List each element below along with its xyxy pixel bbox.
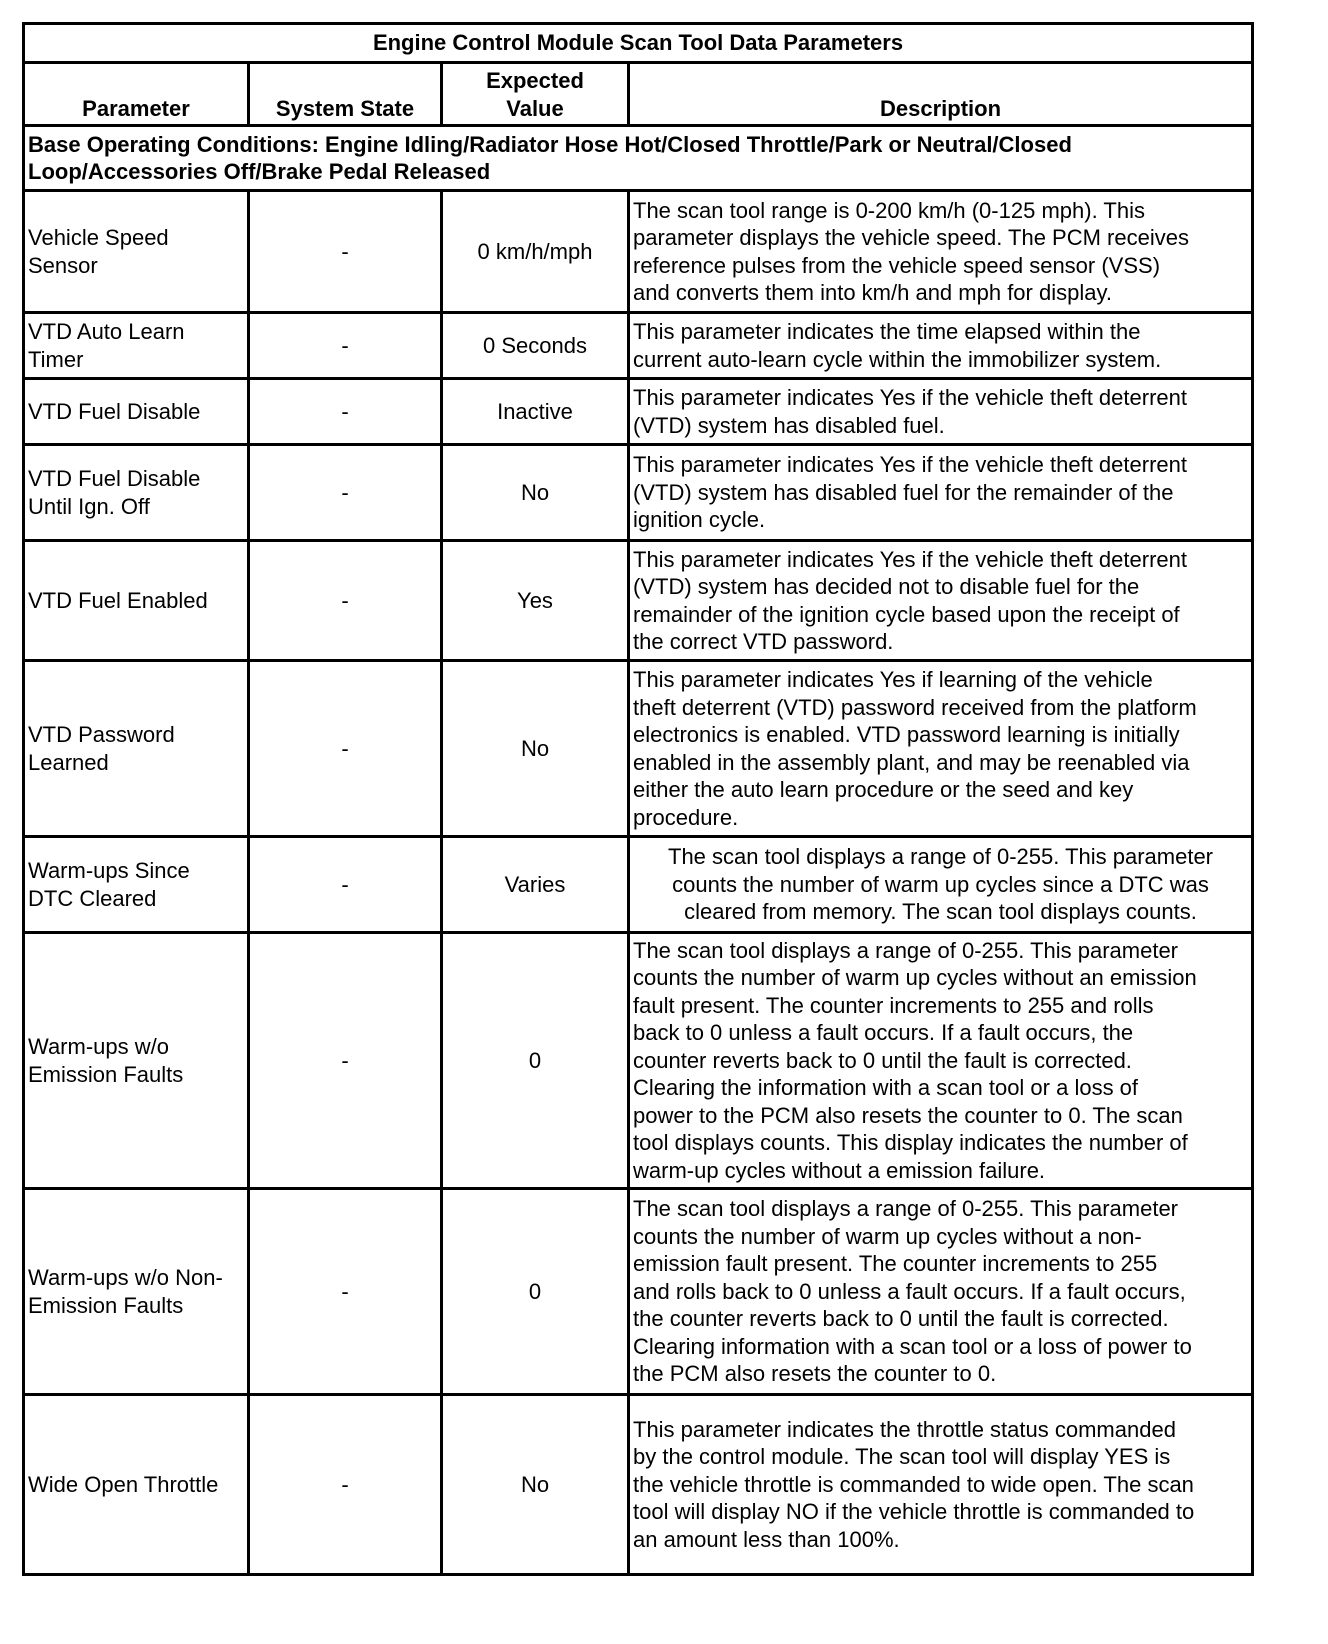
header-system-state: System State (249, 63, 442, 126)
parameter-cell: Warm-ups w/o Emission Faults (24, 933, 249, 1189)
parameter-cell: Warm-ups w/o Non- Emission Faults (24, 1189, 249, 1395)
system-state-cell: - (249, 837, 442, 933)
expected-value-cell: 0 (442, 1189, 629, 1395)
description-cell: This parameter indicates the time elapsed within the current auto-learn cycle within the immobilizer system. (629, 313, 1253, 379)
parameter-cell: VTD Fuel Enabled (24, 541, 249, 661)
parameter-cell: VTD Password Learned (24, 661, 249, 837)
parameter-cell: VTD Fuel Disable (24, 379, 249, 445)
parameter-cell: Warm-ups Since DTC Cleared (24, 837, 249, 933)
expected-value-cell: Yes (442, 541, 629, 661)
header-parameter: Parameter (24, 63, 249, 126)
table-row (24, 445, 1253, 541)
expected-value-cell: Inactive (442, 379, 629, 445)
expected-value-cell: No (442, 661, 629, 837)
description-cell: The scan tool displays a range of 0-255. This parameter counts the number of warm up cycles without a non- emission fault present. The counter increments to 255 and rolls back to 0 unless a fault occurs. If a fault occurs, the counter reverts back to 0 until the fault is corrected. Clearing information with a scan tool or a loss of power to the PCM also resets the counter to 0. (629, 1189, 1253, 1395)
description-cell: The scan tool range is 0-200 km/h (0-125 mph). This parameter displays the vehicle speed. The PCM receives reference pulses from the vehicle speed sensor (VSS) and converts them into km/h and mph for display. (629, 191, 1253, 313)
parameter-cell: VTD Fuel Disable Until Ign. Off (24, 445, 249, 541)
system-state-cell: - (249, 661, 442, 837)
system-state-cell: - (249, 933, 442, 1189)
description-cell: This parameter indicates Yes if learning of the vehicle theft deterrent (VTD) password received from the platform electronics is enabled. VTD password learning is initially enabled in the assembly plant, and may be reenabled via either the auto learn procedure or the seed and key procedure. (629, 661, 1253, 837)
parameter-cell: Vehicle Speed Sensor (24, 191, 249, 313)
system-state-cell: - (249, 1395, 442, 1575)
description-cell: The scan tool displays a range of 0-255. This parameter counts the number of warm up cycles without an emission fault present. The counter increments to 255 and rolls back to 0 unless a fault occurs. If a fault occurs, the counter reverts back to 0 until the fault is corrected. Clearing the information with a scan tool or a loss of power to the PCM also resets the counter to 0. The scan tool displays counts. This display indicates the number of warm-up cycles without a emission failure. (629, 933, 1253, 1189)
table-row (24, 313, 1253, 379)
table-row (24, 191, 1253, 313)
description-cell: This parameter indicates Yes if the vehicle theft deterrent (VTD) system has decided not to disable fuel for the remainder of the ignition cycle based upon the receipt of the correct VTD password. (629, 541, 1253, 661)
table-title: Engine Control Module Scan Tool Data Parameters (24, 24, 1253, 63)
table-row (24, 1395, 1253, 1575)
header-expected-value: Expected Value (442, 63, 629, 126)
description-cell: This parameter indicates Yes if the vehicle theft deterrent (VTD) system has disabled fuel for the remainder of the ignition cycle. (629, 445, 1253, 541)
system-state-cell: - (249, 379, 442, 445)
system-state-cell: - (249, 541, 442, 661)
expected-value-cell: No (442, 1395, 629, 1575)
table-row (24, 379, 1253, 445)
table-row (24, 661, 1253, 837)
table-row (24, 541, 1253, 661)
table-row (24, 1189, 1253, 1395)
expected-value-cell: 0 km/h/mph (442, 191, 629, 313)
description-cell: This parameter indicates the throttle status commanded by the control module. The scan tool will display YES is the vehicle throttle is commanded to wide open. The scan tool will display NO if the vehicle throttle is commanded to an amount less than 100%. (629, 1395, 1253, 1575)
expected-value-cell: No (442, 445, 629, 541)
parameter-cell: Wide Open Throttle (24, 1395, 249, 1575)
table-row (24, 933, 1253, 1189)
expected-value-cell: 0 (442, 933, 629, 1189)
header-description: Description (629, 63, 1253, 126)
system-state-cell: - (249, 191, 442, 313)
expected-value-cell: 0 Seconds (442, 313, 629, 379)
system-state-cell: - (249, 445, 442, 541)
description-cell: The scan tool displays a range of 0-255. This parameter counts the number of warm up cycles since a DTC was cleared from memory. The scan tool displays counts. (629, 837, 1253, 933)
system-state-cell: - (249, 313, 442, 379)
expected-value-cell: Varies (442, 837, 629, 933)
parameter-cell: VTD Auto Learn Timer (24, 313, 249, 379)
system-state-cell: - (249, 1189, 442, 1395)
description-cell: This parameter indicates Yes if the vehicle theft deterrent (VTD) system has disabled fuel. (629, 379, 1253, 445)
base-operating-conditions: Base Operating Conditions: Engine Idling/Radiator Hose Hot/Closed Throttle/Park or Neutral/Closed Loop/Accessories Off/Brake Pedal Released (24, 126, 1253, 191)
scan-tool-data-table (22, 22, 1254, 1576)
table-row (24, 837, 1253, 933)
